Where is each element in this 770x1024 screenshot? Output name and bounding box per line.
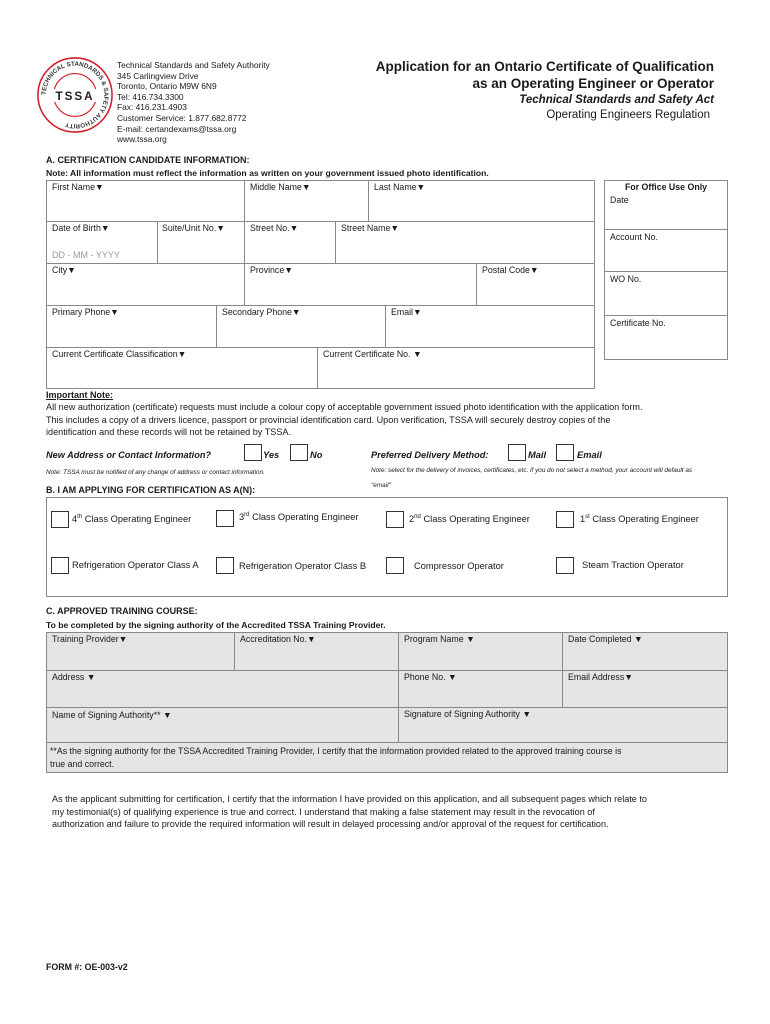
delivery-note-default: "email" (371, 482, 391, 489)
first-class-label: 1st Class Operating Engineer (580, 514, 699, 525)
compressor-operator-label: Compressor Operator (414, 561, 504, 571)
last-name-field[interactable]: Last Name▼ (374, 182, 426, 192)
office-use-box (604, 180, 728, 360)
second-class-checkbox[interactable] (386, 511, 404, 528)
new-address-label: New Address or Contact Information? (46, 450, 212, 460)
compressor-operator-checkbox[interactable] (386, 557, 404, 574)
postal-code-field[interactable]: Postal Code▼ (482, 265, 539, 275)
fourth-class-checkbox[interactable] (51, 511, 69, 528)
delivery-method-label: Preferred Delivery Method: (371, 450, 489, 460)
accreditation-no-field[interactable]: Accreditation No.▼ (240, 634, 316, 644)
signing-authority-name-field[interactable]: Name of Signing Authority** ▼ (52, 710, 172, 720)
applicant-declaration: As the applicant submitting for certification, I certify that the information I have provided on this application, and all subsequent pages which relate to my testimonial(s) of qualifying experience is true and correct. I understand that making a false statement may result in the revocation of authorization and failure to provide the required information will result in delayed processing and/or approval of the request for certification. (52, 794, 647, 830)
secondary-phone-field[interactable]: Secondary Phone▼ (222, 307, 301, 317)
refrigeration-a-label: Refrigeration Operator Class A (72, 560, 199, 570)
date-of-birth-field[interactable]: Date of Birth▼ (52, 223, 110, 233)
tssa-logo (36, 56, 114, 134)
section-c-note: To be completed by the signing authority of the Accredited TSSA Training Provider. (46, 620, 386, 630)
second-class-label: 2nd Class Operating Engineer (409, 514, 530, 525)
first-name-field[interactable]: First Name▼ (52, 182, 104, 192)
training-provider-field[interactable]: Training Provider▼ (52, 634, 128, 644)
office-account-label: Account No. (610, 232, 658, 242)
program-name-field[interactable]: Program Name ▼ (404, 634, 475, 644)
fourth-class-label: 4th Class Operating Engineer (72, 514, 192, 525)
organization-address: Technical Standards and Safety Authority 345 Carlingview Drive Toronto, Ontario M9W 6N9 Tel: 416.734.3300 Fax: 416.231.4903 Customer Service: 1.877.682.8772 E-mail: certandexams@tssa.org www.tssa.org (117, 60, 270, 145)
third-class-label: 3rd Class Operating Engineer (239, 512, 359, 523)
city-field[interactable]: City▼ (52, 265, 76, 275)
new-address-yes-checkbox[interactable] (244, 444, 262, 461)
suite-unit-field[interactable]: Suite/Unit No.▼ (162, 223, 225, 233)
certificate-number-field[interactable]: Current Certificate No. ▼ (323, 349, 422, 359)
delivery-note: Note: select for the delivery of invoices, certificates, etc. if you do not select a method, your account will default as (371, 467, 693, 474)
mail-label: Mail (528, 450, 547, 460)
refrigeration-a-checkbox[interactable] (51, 557, 69, 574)
section-a-heading: A. CERTIFICATION CANDIDATE INFORMATION: (46, 155, 250, 165)
section-a-note: Note: All information must reflect the information as written on your government issued photo identification. (46, 168, 489, 178)
steam-traction-checkbox[interactable] (556, 557, 574, 574)
date-completed-field[interactable]: Date Completed ▼ (568, 634, 643, 644)
delivery-email-checkbox[interactable] (556, 444, 574, 461)
form-number: FORM #: OE-003-v2 (46, 962, 128, 972)
svg-text:TSSA: TSSA (55, 89, 95, 103)
certificate-classification-field[interactable]: Current Certificate Classification▼ (52, 349, 187, 359)
email-option-label: Email (577, 450, 602, 460)
address-change-note: Note: TSSA must be notified of any change of address or contact information. (46, 469, 265, 476)
province-field[interactable]: Province▼ (250, 265, 293, 275)
office-wo-label: WO No. (610, 274, 642, 284)
no-label: No (310, 450, 323, 460)
first-class-checkbox[interactable] (556, 511, 574, 528)
provider-phone-field[interactable]: Phone No. ▼ (404, 672, 457, 682)
section-c-heading: C. APPROVED TRAINING COURSE: (46, 606, 198, 616)
section-b-heading: B. I AM APPLYING FOR CERTIFICATION AS A(N): (46, 485, 256, 495)
yes-label: Yes (263, 450, 280, 460)
svg-text:TECHNICAL STANDARDS & SAFETY A: TECHNICAL STANDARDS & SAFETY AUTHORITY (40, 60, 110, 130)
form-title: Application for an Ontario Certificate of Qualification as an Operating Engineer or Operator (375, 59, 714, 91)
signing-authority-signature-field[interactable]: Signature of Signing Authority ▼ (404, 709, 532, 719)
email-field[interactable]: Email▼ (391, 307, 422, 317)
refrigeration-b-label: Refrigeration Operator Class B (239, 561, 367, 571)
act-name: Technical Standards and Safety Act (519, 94, 714, 106)
regulation-name: Operating Engineers Regulation (546, 109, 710, 121)
signing-authority-certification: **As the signing authority for the TSSA Accredited Training Provider, I certify that the information provided related to the approved training course is true and correct. (50, 746, 622, 769)
street-name-field[interactable]: Street Name▼ (341, 223, 400, 233)
important-note-title: Important Note: (46, 390, 113, 400)
refrigeration-b-checkbox[interactable] (216, 557, 234, 574)
provider-address-field[interactable]: Address ▼ (52, 672, 96, 682)
important-note-text: All new authorization (certificate) requests must include a colour copy of acceptable government issued photo identification with the application form. This includes a copy of a drivers licence, passport or provincial identification card. Upon verification, TSSA will securely destroy copies of the identification and these records will not be retained by TSSA. (46, 402, 643, 438)
date-of-birth-placeholder: DD - MM - YYYY (52, 250, 120, 260)
delivery-mail-checkbox[interactable] (508, 444, 526, 461)
office-date-label: Date (610, 195, 629, 205)
new-address-no-checkbox[interactable] (290, 444, 308, 461)
street-no-field[interactable]: Street No.▼ (250, 223, 299, 233)
middle-name-field[interactable]: Middle Name▼ (250, 182, 311, 192)
steam-traction-label: Steam Traction Operator (582, 560, 684, 570)
office-certificate-label: Certificate No. (610, 318, 666, 328)
provider-email-field[interactable]: Email Address▼ (568, 672, 633, 682)
primary-phone-field[interactable]: Primary Phone▼ (52, 307, 119, 317)
office-use-title: For Office Use Only (624, 182, 708, 192)
third-class-checkbox[interactable] (216, 510, 234, 527)
